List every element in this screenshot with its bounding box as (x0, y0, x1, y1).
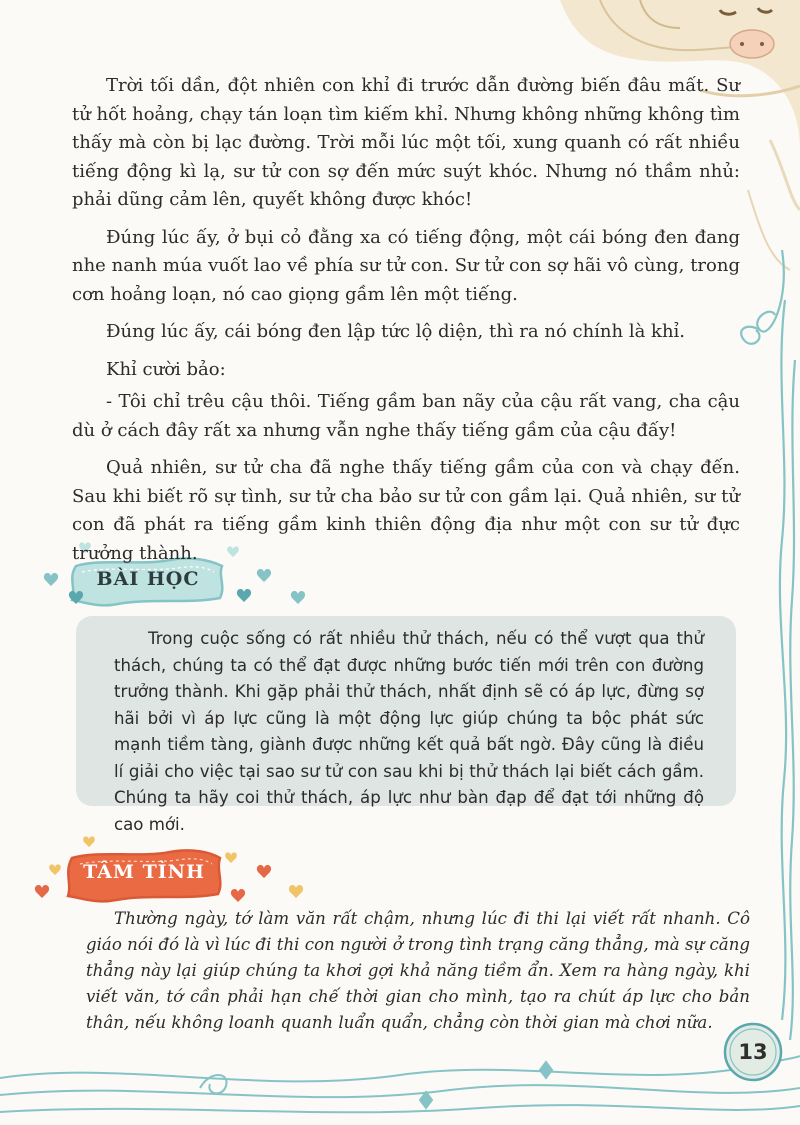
lesson-text: Trong cuộc sống có rất nhiều thử thách, nếu có thể vượt qua thử thách, chúng ta có thể đạt được những bước tiến mới trên con đường trưởng thành. Khi gặp phải thử thách, nhất định sẽ có áp lực, đừng sợ hãi bởi vì áp lực cũng là một động lực giúp chúng ta bộc phát sức mạnh tiềm tàng, giành được những kết quả bất ngờ. Đây cũng là điều lí giải cho việc tại sao sư tử con sau khi bị thử thách lại biết cách gầm. Chúng ta hãy coi thử thách, áp lực như bàn đạp để đạt tới những độ cao mới. (114, 629, 704, 834)
story-text (72, 72, 740, 568)
story-paragraph: Trời tối dần, đột nhiên con khỉ đi trước dẫn đường biến đâu mất. Sư tử hốt hoảng, chạy tán loạn tìm kiếm khỉ. Nhưng không những không tìm thấy mà còn bị lạc đường. Trời mỗi lúc một tối, xung quanh có rất nhiều tiếng động kì lạ, sư tử con sợ đến mức suýt khóc. Nhưng nó thầm nhủ: phải dũng cảm lên, quyết không được khóc! (72, 75, 740, 210)
bottom-swirls (0, 1056, 800, 1112)
confide-text: Thường ngày, tớ làm văn rất chậm, nhưng lúc đi thi lại viết rất nhanh. Cô giáo nói đó là vì lúc đi thi con người ở trong tình trạng căng thẳng, mà sự căng thẳng này lại giúp chúng ta khơi gợi khả năng tiềm ẩn. Xem ra hàng ngày, khi viết văn, tớ cần phải hạn chế thời gian cho mình, tạo ra chút áp lực cho bản thân, nếu không loanh quanh luẩn quẩn, chẳng còn thời gian mà chơi nữa. (86, 909, 750, 1032)
lesson-box (76, 616, 736, 834)
lesson-heading: BÀI HỌC (96, 568, 200, 590)
story-paragraph: Đúng lúc ấy, ở bụi cỏ đằng xa có tiếng động, một cái bóng đen đang nhe nanh múa vuốt lao về phía sư tử con. Sư tử con sợ hãi vô cùng, trong cơn hoảng loạn, nó cao giọng gầm lên một tiếng. (72, 226, 740, 305)
story-paragraph: Quả nhiên, sư tử cha đã nghe thấy tiếng gầm của con và chạy đến. Sau khi biết rõ sự tình, sư tử cha bảo sư tử con gầm lại. Quả nhiên, sư tử con đã phát ra tiếng gầm kinh thiên động địa như một con sư tử đực trưởng thành. (72, 457, 740, 564)
story-paragraph: Khỉ cười bảo: (106, 358, 226, 380)
story-paragraph: - Tôi chỉ trêu cậu thôi. Tiếng gầm ban nãy của cậu rất vang, cha cậu dù ở cách đây rất xa nhưng vẫn nghe thấy tiếng gầm của cậu đấy! (72, 391, 740, 441)
confide-heading: TÂM TÌNH (83, 861, 205, 883)
story-paragraph: Đúng lúc ấy, cái bóng đen lập tức lộ diện, thì ra nó chính là khỉ. (106, 321, 686, 342)
page-number: 13 (738, 1040, 768, 1064)
